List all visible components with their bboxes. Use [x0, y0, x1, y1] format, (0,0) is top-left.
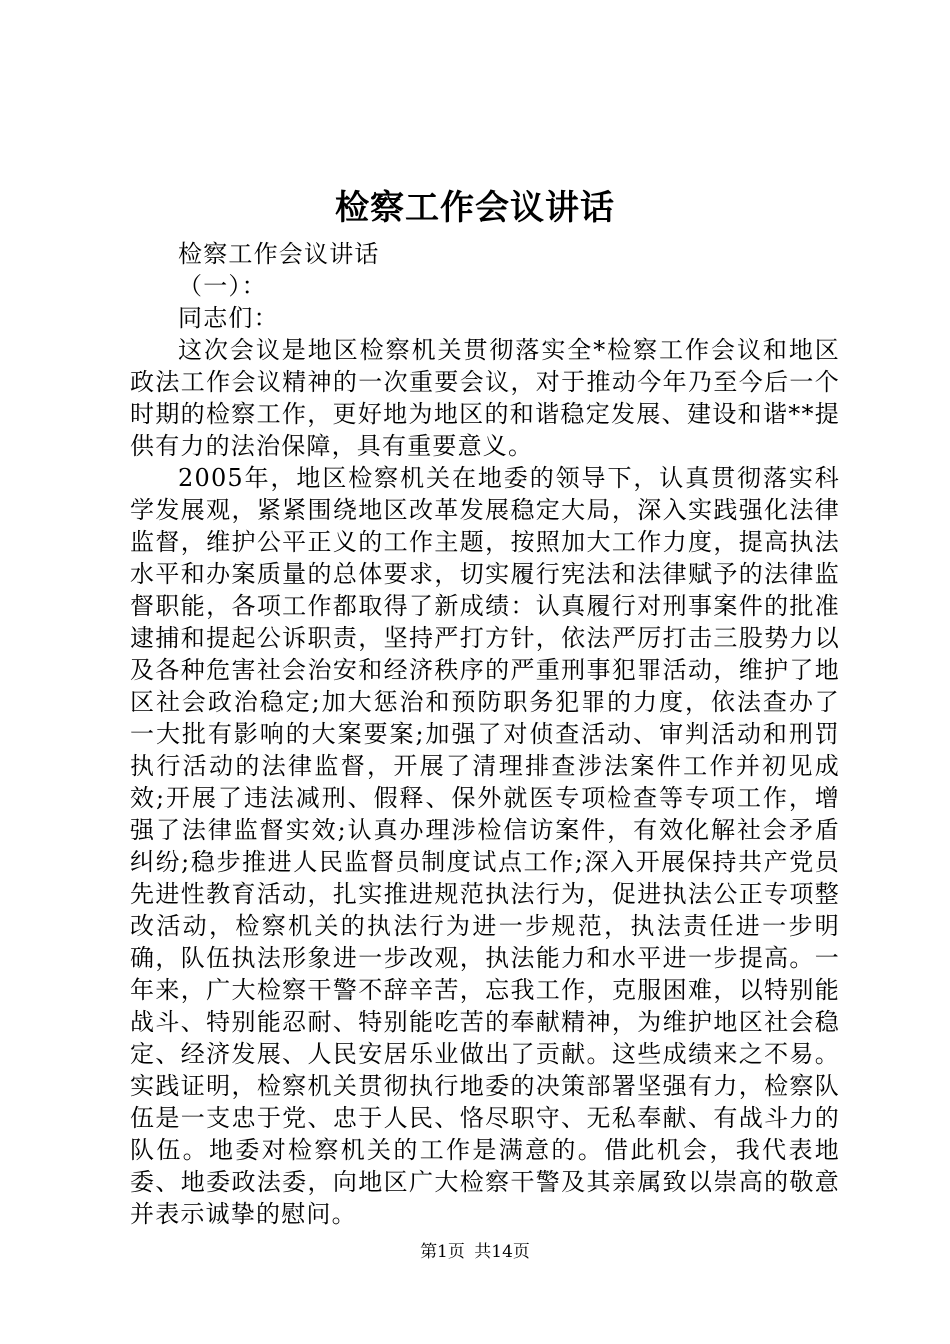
document-body — [130, 238, 840, 1230]
page-footer: 第1页 共14页 — [420, 1242, 530, 1262]
paragraph-salutation: 同志们： — [178, 304, 279, 332]
paragraph-subtitle: 检察工作会议讲话 — [178, 240, 380, 268]
paragraph-review: 2005年，地区检察机关在地委的领导下，认真贯彻落实科学发展观，紧紧围绕地区改革发展稳定大局，深入实践强化法律监督，维护公平正义的工作主题，按照加大工作力度，提高执法水平和办案质量的总体要求，切实履行宪法和法律赋予的法律监督职能，各项工作都取得了新成绩：认真履行对刑事案件的批准逮捕和提起公诉职责，坚持严打方针，依法严厉打击三股势力以及各种危害社会治安和经济秩序的严重刑事犯罪活动，维护了地区社会政治稳定;加大惩治和预防职务犯罪的力度，依法查办了一大批有影响的大案要案;加强了对侦查活动、审判活动和刑罚执行活动的法律监督，开展了清理排查涉法案件工作并初见成效;开展了违法减刑、假释、保外就医专项检查等专项工作，增强了法律监督实效;认真办理涉检信访案件，有效化解社会矛盾纠纷;稳步推进人民监督员制度试点工作;深入开展保持共产党员先进性教育活动，扎实推进规范执法行为，促进执法公正专项整改活动，检察机关的执法行为进一步规范，执法责任进一步明确，队伍执法形象进一步改观，执法能力和水平进一步提高。一年来，广大检察干警不辞辛苦，忘我工作，克服困难，以特别能战斗、特别能忍耐、特别能吃苦的奉献精神，为维护地区社会稳定、经济发展、人民安居乐业做出了贡献。这些成绩来之不易。实践证明，检察机关贯彻执行地委的决策部署坚强有力，检察队伍是一支忠于党、忠于人民、恪尽职守、无私奉献、有战斗力的队伍。地委对检察机关的工作是满意的。借此机会，我代表地委、地委政法委，向地区广大检察干警及其亲属致以崇高的敬意并表示诚挚的慰问。 — [130, 464, 840, 1228]
paragraph-section-number: （一）： — [178, 272, 267, 300]
document-title: 检察工作会议讲话 — [335, 188, 615, 228]
paragraph-intro: 这次会议是地区检察机关贯彻落实全*检察工作会议和地区政法工作会议精神的一次重要会议，对于推动今年乃至今后一个时期的检察工作，更好地为地区的和谐稳定发展、建设和谐**提供有力的法治保障，具有重要意义。 — [130, 336, 840, 460]
